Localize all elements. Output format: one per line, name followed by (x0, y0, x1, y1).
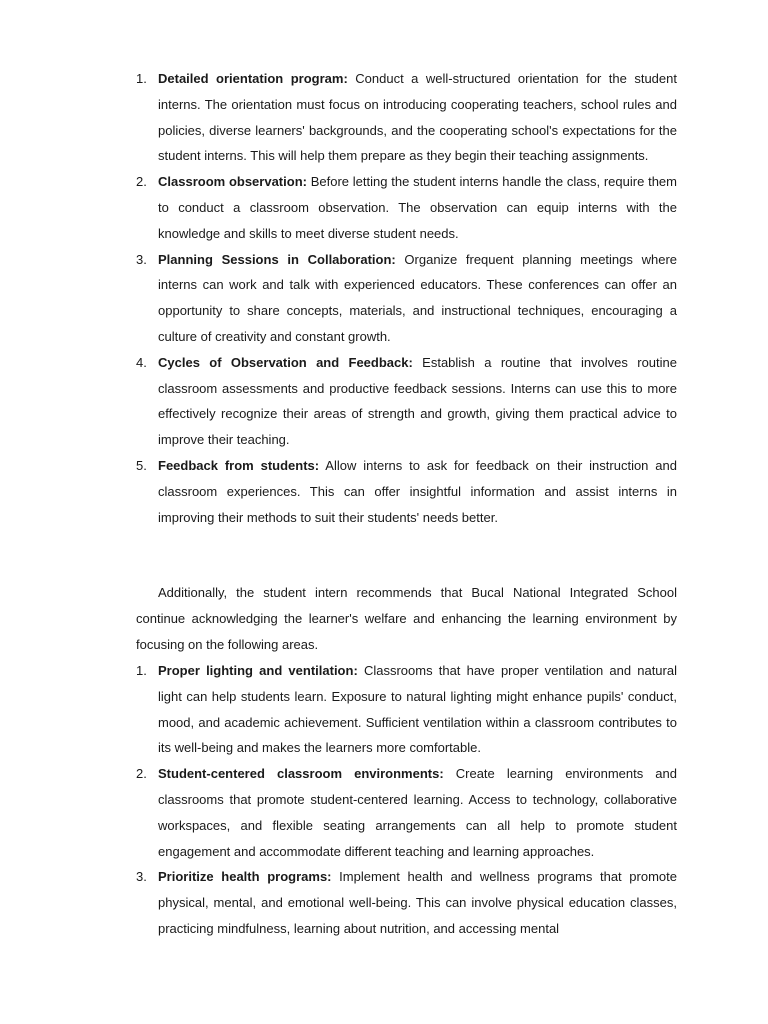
list-item (136, 453, 677, 530)
list-item-text: Create learning environments and classrooms that promote student-centered learning. Access to technology, collaborative workspaces, and flexible seating arrangements can all help to promote student engagement and accommodate different teaching and learning approaches. (158, 766, 677, 859)
list-item (136, 658, 677, 761)
list-item-text: Implement health and wellness programs that promote physical, mental, and emotional well-being. This can involve physical education classes, practicing mindfulness, learning about nutrition, and accessing mental (158, 869, 677, 936)
list-item-number: 2. (136, 766, 147, 782)
list-item-heading: Prioritize health programs: (158, 869, 332, 885)
list-item (136, 66, 677, 169)
list-item-heading: Classroom observation: (158, 174, 307, 190)
list-item-text: Classrooms that have proper ventilation and natural light can help students learn. Exposure to natural lighting might enhance pupils' conduct, mood, and academic achievement. Sufficient ventilation within a classroom contributes to its well-being and makes the learners more comfortable. (158, 663, 677, 756)
list-item-text: Before letting the student interns handle the class, require them to conduct a classroom observation. The observation can equip interns with the knowledge and skills to meet diverse student needs. (158, 174, 677, 241)
list-item-number: 3. (136, 251, 147, 267)
list-item-heading: Planning Sessions in Collaboration: (158, 251, 396, 267)
list-item-number: 1. (136, 71, 147, 86)
list-item-text: Organize frequent planning meetings where interns can work and talk with experienced educators. These conferences can offer an opportunity to share concepts, materials, and instructional techniques, encouraging a culture of creativity and constant growth. (158, 251, 677, 344)
list-item-number: 5. (136, 457, 147, 473)
list-item (136, 247, 677, 350)
list-item-text: Allow interns to ask for feedback on their instruction and classroom experiences. This can offer insightful information and assist interns in improving their methods to suit their students' needs better. (158, 457, 677, 525)
list-item-text: Establish a routine that involves routine classroom assessments and productive feedback sessions. Interns can use this to more effectively recognize their areas of strength and growth, giving them practical advice to improve their teaching. (158, 354, 677, 448)
recommendation-paragraph: Additionally, the student intern recommends that Bucal National Integrated School continue acknowledging the learner's welfare and enhancing the learning environment by focusing on the following areas. (136, 585, 677, 652)
list-item-heading: Proper lighting and ventilation: (158, 663, 358, 678)
list-item (136, 864, 677, 941)
recommendations-list-school (136, 658, 677, 942)
list-item-heading: Feedback from students: (158, 457, 320, 473)
list-item-heading: Detailed orientation program: (158, 71, 348, 86)
list-item-heading: Student-centered classroom environments: (158, 766, 444, 782)
recommendations-list-interns (136, 66, 677, 530)
list-item-text: Conduct a well-structured orientation for the student interns. The orientation must focus on introducing cooperating teachers, school rules and policies, diverse learners' backgrounds, and the cooperating school's expectations for the student interns. This will help them prepare as they begin their teaching assignments. (158, 71, 677, 164)
list-item-number: 3. (136, 869, 147, 885)
list-item (136, 350, 677, 453)
list-item (136, 169, 677, 246)
list-item-heading: Cycles of Observation and Feedback: (158, 354, 413, 370)
list-item-number: 4. (136, 354, 147, 370)
list-item-number: 2. (136, 174, 147, 190)
list-item-number: 1. (136, 663, 147, 678)
list-item (136, 761, 677, 864)
